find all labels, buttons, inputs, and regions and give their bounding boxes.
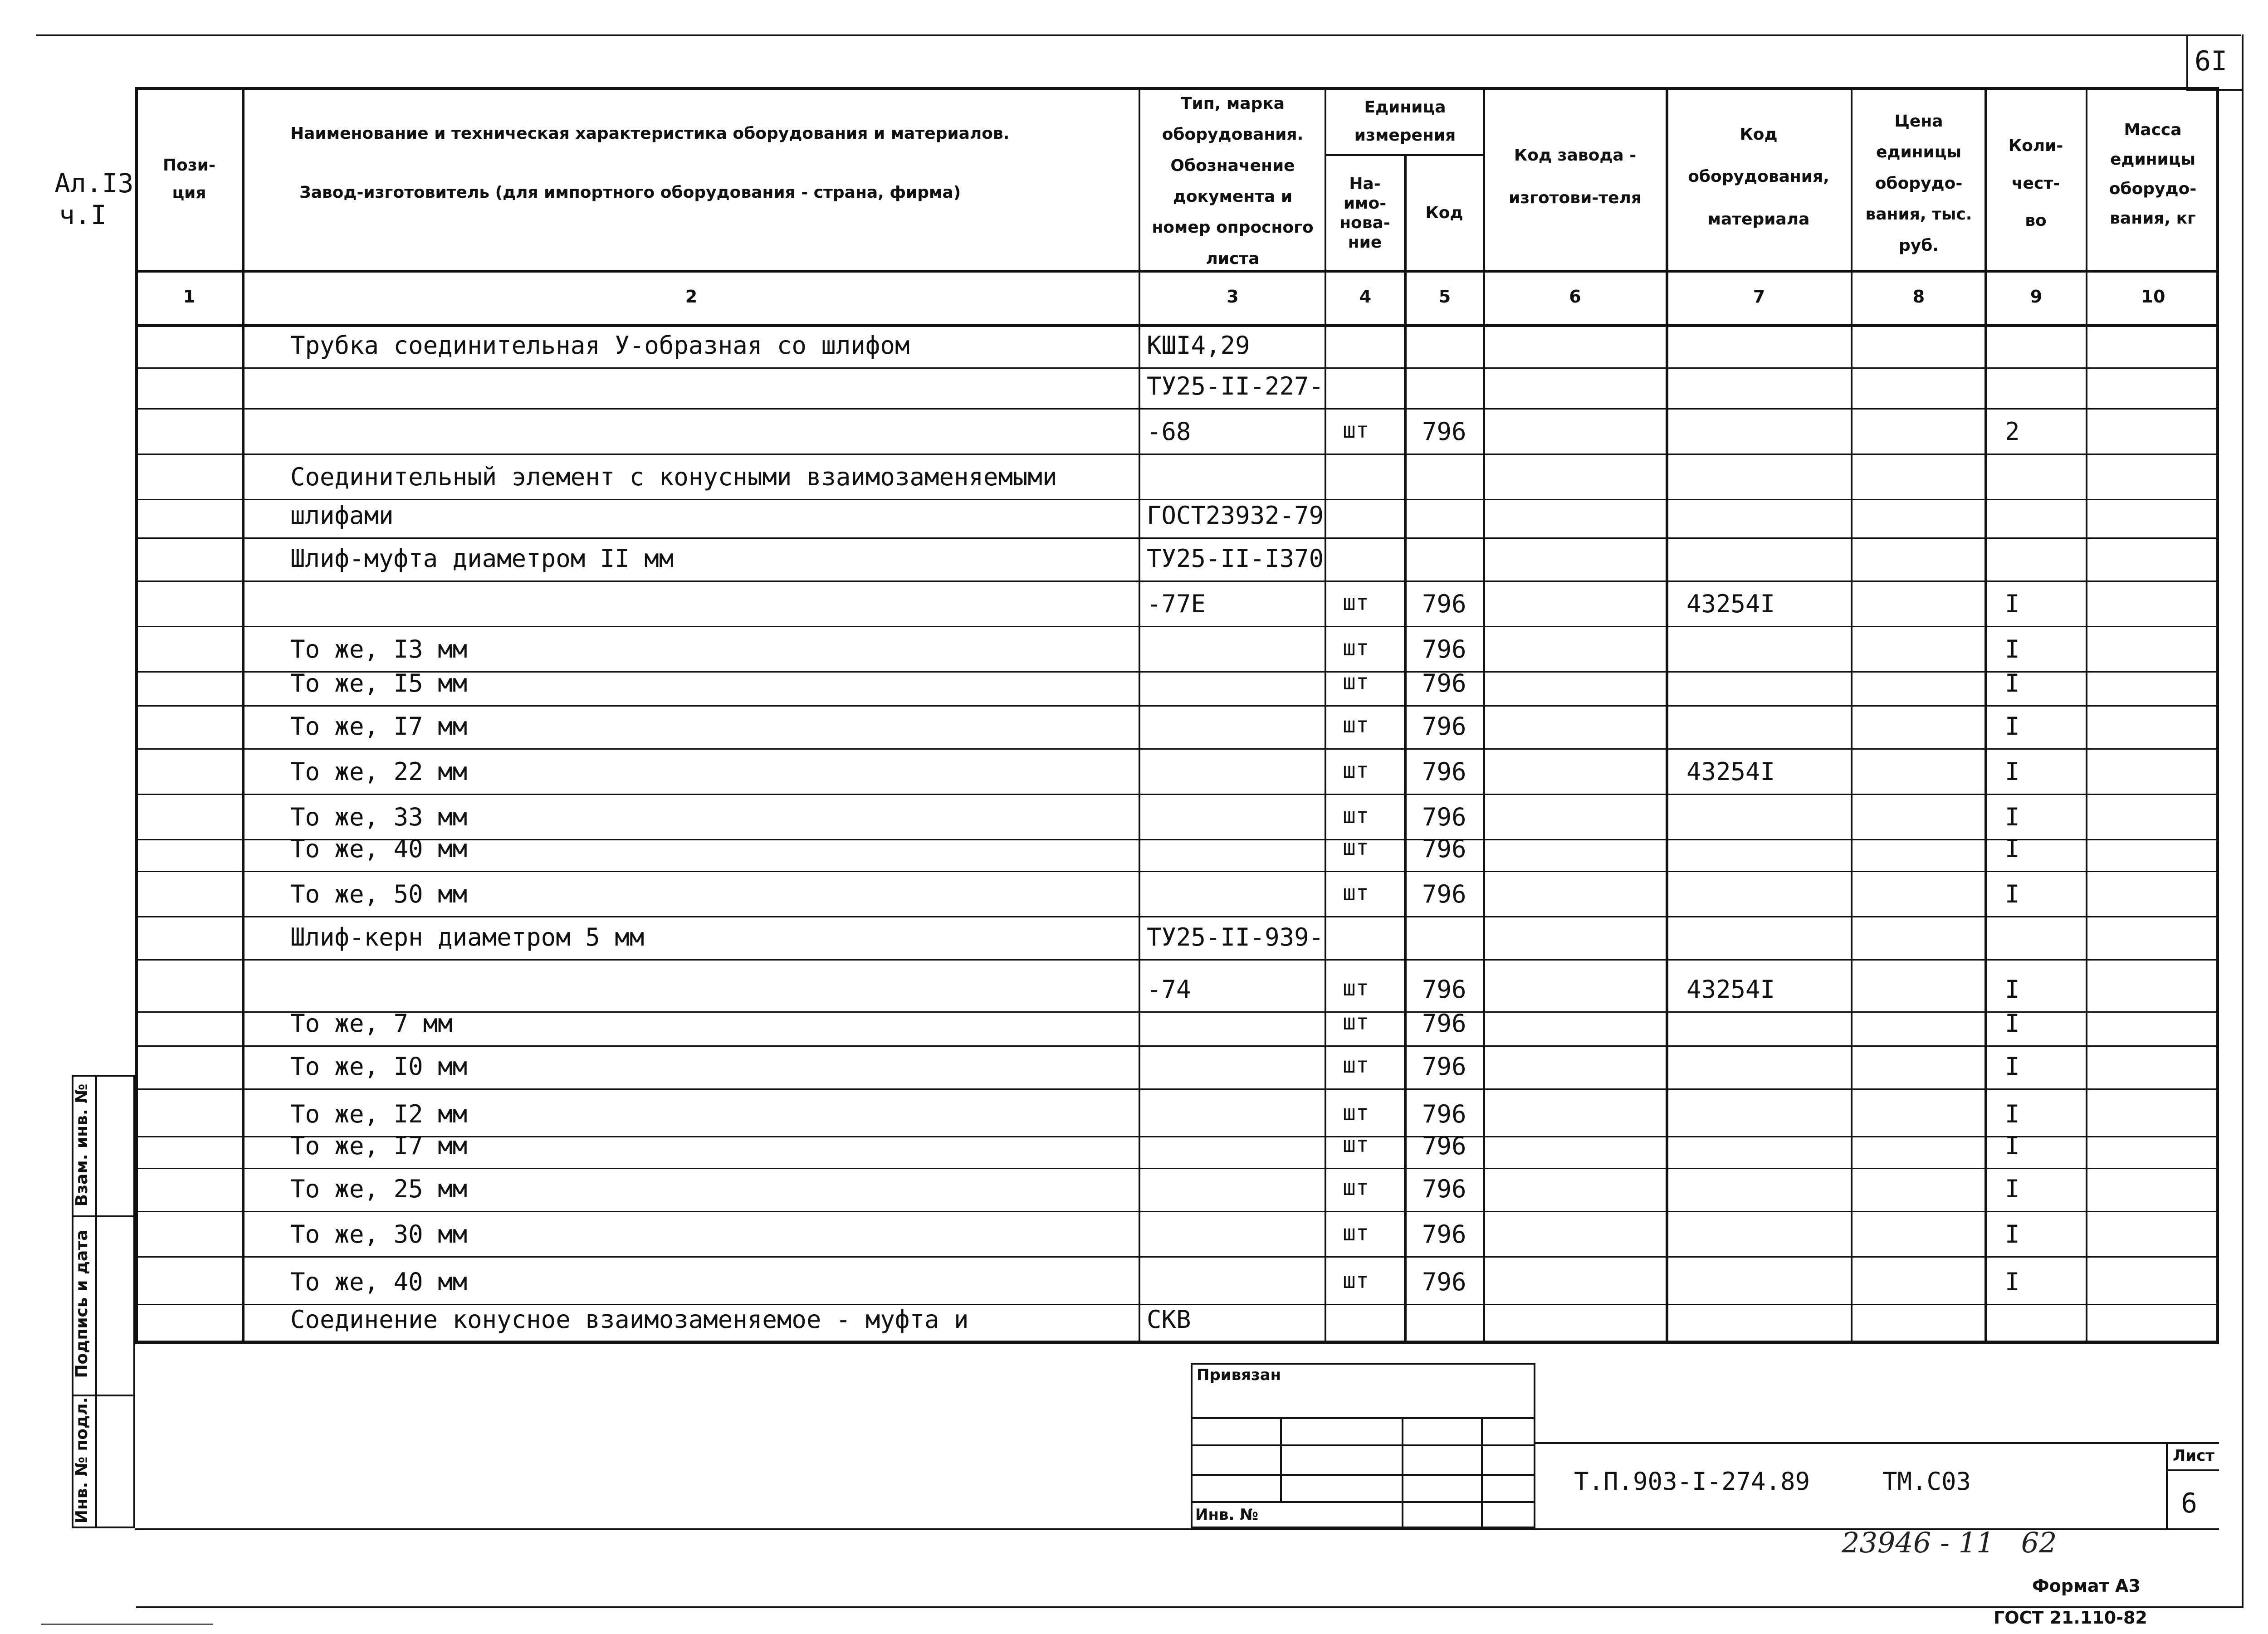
table-cell-name: Соединение конусное взаимозаменяемое - муфта и [290,1305,969,1334]
col-divider-7 [1851,87,1853,1343]
table-cell-code: 796 [1422,712,1466,741]
table-cell-qty: I [2005,1175,2020,1203]
table-row-separator [135,959,2219,961]
table-cell-code: 796 [1422,1052,1466,1081]
table-cell-unit: шт [1343,590,1369,615]
header-unit-name: На- имо- нова- ние [1339,174,1390,252]
header-name-line2: Завод-изготовитель (для импортного оборудования - страна, фирма) [299,183,961,202]
gost-label: ГОСТ 21.110-82 [1994,1608,2147,1628]
colnum-bottom-line [135,324,2219,327]
table-cell-name: шлифами [290,501,394,530]
table-cell-unit: шт [1343,1010,1369,1035]
document-suffix: ТМ.С03 [1882,1467,1971,1496]
table-cell-name: Соединительный элемент с конусными взаимозаменяемыми [290,463,1057,491]
table-cell-qty: I [2005,590,2020,618]
table-cell-type: СКВ [1147,1305,1191,1334]
table-row-separator [135,1168,2219,1169]
side-inv-podl-label: Инв. № подл. [73,1397,91,1524]
table-cell-unit: шт [1343,1268,1369,1293]
table-row-separator [135,626,2219,627]
table-cell-type: ГОСТ23932-79 [1147,501,1324,530]
frame-top-line [36,34,2241,36]
header-unit-code: Код [1425,204,1463,223]
table-cell-code: 796 [1422,417,1466,446]
table-row-separator [135,454,2219,455]
list-label: Лист [2173,1447,2214,1465]
privyazan-split-2 [1191,1444,1535,1446]
side-stamp-divider [95,1075,97,1528]
table-cell-qty: I [2005,757,2020,786]
table-cell-qty: I [2005,1009,2020,1038]
table-row-separator [135,1088,2219,1090]
table-cell-unit: шт [1343,976,1369,1001]
header-mass: Масса единицы оборудо-вания, кг [2109,121,2197,228]
table-cell-qty: I [2005,669,2020,697]
table-cell-name: То же, 40 мм [290,834,468,863]
table-cell-type: ТУ25-II-I370 [1147,544,1324,573]
table-row-separator [135,408,2219,410]
frame-bottom-stub [41,1624,213,1625]
table-cell-name: То же, I5 мм [290,669,468,697]
header-price: Цена единицы оборудо-вания, тыс. руб. [1865,112,1972,255]
table-cell-equip: 43254I [1686,975,1775,1004]
table-cell-name: То же, I0 мм [290,1052,468,1081]
col-divider-8 [1984,87,1987,1343]
unit-header-split [1325,154,1483,156]
table-cell-unit: шт [1343,880,1369,906]
table-cell-unit: шт [1343,669,1369,695]
table-cell-code: 796 [1422,975,1466,1004]
header-name-line1: Наименование и техническая характеристика оборудования и материалов. [290,124,1010,143]
list-box-split [2166,1469,2219,1471]
table-cell-name: То же, 50 мм [290,880,468,908]
col-divider-9 [2086,87,2087,1343]
colnum-9: 9 [2030,287,2043,307]
table-cell-unit: шт [1343,803,1369,829]
table-cell-unit: шт [1343,1175,1369,1200]
table-cell-code: 796 [1422,1220,1466,1249]
table-cell-unit: шт [1343,635,1369,661]
table-cell-code: 796 [1422,635,1466,663]
header-type: Тип, марка оборудования. Обозначение документа и номер опросного листа [1152,94,1314,268]
side-vzam-label: Взам. инв. № [73,1083,91,1207]
colnum-7: 7 [1753,287,1765,307]
table-cell-qty: I [2005,803,2020,831]
table-cell-qty: I [2005,1100,2020,1128]
privyazan-split-1 [1191,1417,1535,1419]
table-cell-name: Трубка соединительная У-образная со шлифом [290,331,910,360]
table-cell-qty: I [2005,1132,2020,1160]
colnum-4: 4 [1359,287,1372,307]
table-row-separator [135,1256,2219,1258]
table-cell-name: То же, 30 мм [290,1220,468,1249]
privyazan-split-3 [1191,1474,1535,1476]
col-divider-1 [242,87,244,1343]
privyazan-split-4 [1191,1501,1535,1503]
table-cell-qty: I [2005,880,2020,908]
table-row-separator [135,499,2219,500]
table-cell-qty: I [2005,1268,2020,1296]
table-cell-unit: шт [1343,835,1369,860]
colnum-8: 8 [1912,287,1925,307]
table-row-separator [135,580,2219,582]
privyazan-label: Привязан [1197,1366,1281,1384]
header-unit: Единица измерения [1354,98,1456,145]
table-cell-code: 796 [1422,880,1466,908]
colnum-10: 10 [2141,287,2165,307]
table-row-separator [135,748,2219,750]
title-right-top-line [1535,1442,2219,1444]
table-cell-qty: I [2005,1052,2020,1081]
table-row-separator [135,794,2219,795]
colnum-3: 3 [1227,287,1239,307]
table-cell-code: 796 [1422,1268,1466,1296]
table-body-bottom-line [135,1341,2219,1344]
document-code: Т.П.903-I-274.89 [1574,1467,1810,1496]
table-cell-code: 796 [1422,1100,1466,1128]
format-label: Формат А3 [2032,1576,2141,1596]
col-divider-2 [1139,87,1140,1343]
table-row-separator [135,367,2219,369]
table-cell-code: 796 [1422,1009,1466,1038]
handwritten-archive-number: 23946 - 11 62 [1842,1526,2057,1559]
colnum-5: 5 [1438,287,1451,307]
table-cell-qty: I [2005,834,2020,863]
table-cell-name: То же, I3 мм [290,635,468,663]
table-cell-qty: I [2005,712,2020,741]
table-cell-type: КШI4,29 [1147,331,1250,360]
table-cell-name: То же, 40 мм [290,1268,468,1296]
table-cell-name: То же, 7 мм [290,1009,453,1038]
colnum-2: 2 [685,287,698,307]
table-cell-unit: шт [1343,1132,1369,1157]
table-cell-type: -77Е [1147,590,1206,618]
table-cell-type: -68 [1147,417,1191,446]
table-row-separator [135,537,2219,539]
table-row-separator [135,871,2219,872]
table-cell-type: ТУ25-II-227- [1147,372,1324,400]
table-cell-type: ТУ25-II-939- [1147,923,1324,951]
frame-bottom-line [136,1606,2243,1608]
table-cell-name: Шлиф-керн диаметром 5 мм [290,923,645,951]
table-cell-code: 796 [1422,1132,1466,1160]
table-cell-name: То же, I2 мм [290,1100,468,1128]
table-cell-type: -74 [1147,975,1191,1004]
privyazan-col-2 [1402,1417,1403,1528]
album-label: Ал.I3 [54,168,134,199]
frame-right-line [2242,34,2244,1608]
table-cell-code: 796 [1422,834,1466,863]
privyazan-col-1 [1280,1417,1282,1501]
part-label: ч.I [59,200,107,230]
table-cell-equip: 43254I [1686,757,1775,786]
table-cell-code: 796 [1422,1175,1466,1203]
sheet-number: 6I [2195,45,2228,77]
table-row-separator [135,1045,2219,1047]
table-cell-unit: шт [1343,1053,1369,1078]
table-cell-qty: I [2005,635,2020,663]
col-divider-6 [1666,87,1668,1343]
table-cell-unit: шт [1343,1220,1369,1246]
table-cell-name: То же, 25 мм [290,1175,468,1203]
colnum-1: 1 [183,287,196,307]
table-cell-name: Шлиф-муфта диаметром II мм [290,544,674,573]
table-cell-name: То же, 33 мм [290,803,468,831]
table-cell-code: 796 [1422,590,1466,618]
header-plant-code: Код завода - изготови-теля [1509,146,1642,207]
header-equip-code: Код оборудования, материала [1688,125,1829,229]
table-row-separator [135,916,2219,917]
table-cell-qty: 2 [2005,417,2020,446]
table-row-separator [135,1211,2219,1212]
col-divider-5 [1483,87,1485,1343]
table-cell-code: 796 [1422,757,1466,786]
colnum-6: 6 [1569,287,1581,307]
table-cell-qty: I [2005,975,2020,1004]
privyazan-col-3 [1481,1417,1483,1528]
table-cell-code: 796 [1422,669,1466,697]
table-cell-name: То же, I7 мм [290,1132,468,1160]
table-cell-equip: 43254I [1686,590,1775,618]
side-podpis-label: Подпись и дата [73,1229,91,1378]
table-cell-code: 796 [1422,803,1466,831]
header-position: Пози- ция [163,156,215,202]
table-cell-unit: шт [1343,418,1369,443]
header-qty: Коли- чест- во [2008,136,2063,230]
table-cell-name: То же, 22 мм [290,757,468,786]
table-cell-unit: шт [1343,712,1369,738]
table-cell-unit: шт [1343,758,1369,783]
table-cell-qty: I [2005,1220,2020,1249]
table-cell-unit: шт [1343,1100,1369,1126]
table-row-separator [135,705,2219,707]
col-divider-3 [1325,87,1326,1343]
inv-no-label: Инв. № [1195,1506,1259,1524]
table-cell-name: То же, I7 мм [290,712,468,741]
list-number: 6 [2181,1488,2198,1519]
